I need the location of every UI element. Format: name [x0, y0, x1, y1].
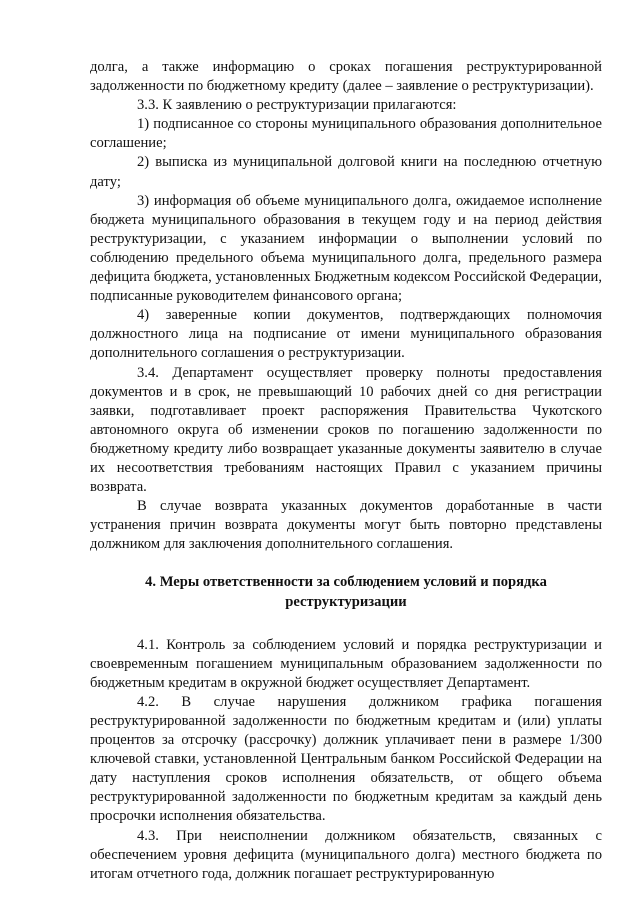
list-item-2: 2) выписка из муниципальной долговой книги на последнюю отчетную дату; [90, 154, 602, 190]
paragraph-3-4: 3.4. Департамент осуществляет проверку полноты предоставления документов и в срок, не превышающий 10 рабочих дней со дня регистрации заявки, подготавливает проект распоряжения Правительства Чукотского автономного округа об изменении сроков по погашению задолженности по бюджетному кредиту либо возвращает указанные документы заявителю в случае их несоответствия требованиям настоящих Правил с указанием причины возврата. [90, 364, 602, 496]
paragraph-4-1: 4.1. Контроль за соблюдением условий и порядка реструктуризации и своевременным погашением муниципальным образованием задолженности по бюджетным кредитам в окружной бюджет осуществляет Департамент. [90, 636, 602, 691]
paragraph-4-2: 4.2. В случае нарушения должником графика погашения реструктурированной задолженности по бюджетным кредитам и (или) уплаты процентов за отсрочку (рассрочку) должник уплачивает пени в размере 1/300 ключевой ставки, установленной Центральным банком Российской Федерации на дату наступления сроков исполнения обязательств, от общего объема реструктурированной задолженности по бюджетным кредитам за каждый день просрочки исполнения обязательства. [90, 693, 602, 825]
list-item-1: 1) подписанное со стороны муниципального образования дополнительное соглашение; [90, 116, 602, 152]
paragraph-return: В случае возврата указанных документов доработанные в части устранения причин возврата документы могут быть повторно представлены должником для заключения дополнительного соглашения. [90, 498, 602, 553]
paragraph-continuation: долга, а также информацию о сроках погашения реструктурированной задолженности по бюджетному кредиту (далее – заявление о реструктуризации). [90, 59, 602, 95]
paragraph-3-3: 3.3. К заявлению о реструктуризации прилагаются: [137, 97, 457, 114]
section-4-heading: 4. Меры ответственности за соблюдением условий и порядка реструктуризации [145, 574, 547, 610]
list-item-4: 4) заверенные копии документов, подтверждающих полномочия должностного лица на подписание от имени муниципального образования дополнительного соглашения о реструктуризации. [90, 307, 602, 362]
list-item-3: 3) информация об объеме муниципального долга, ожидаемое исполнение бюджета муниципального образования в текущем году и на период действия реструктуризации, с указанием информации о выполнении условий по соблюдению предельного объема муниципального долга, предельного размера дефицита бюджета, установленных Бюджетным кодексом Российской Федерации, подписанные руководителем финансового органа; [90, 192, 602, 305]
paragraph-4-3: 4.3. При неисполнении должником обязательств, связанных с обеспечением уровня дефицита (муниципального долга) местного бюджета по итогам отчетного года, должник погашает реструктурированную [90, 827, 602, 882]
